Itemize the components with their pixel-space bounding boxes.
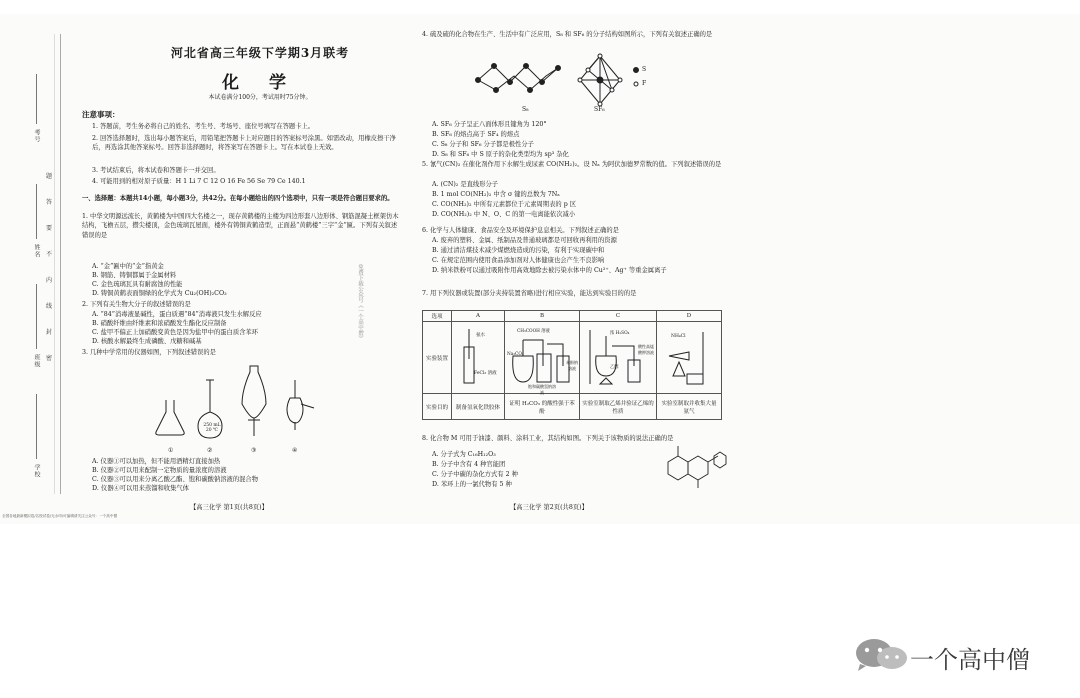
binding-line	[60, 34, 61, 494]
apparatus-cell-a	[452, 322, 505, 394]
exam-title: 河北省高三年级下学期3月联考	[170, 46, 350, 60]
apparatus-label-2: ②	[207, 447, 213, 454]
q1-option-a: A. “金”匾中的“金”指黄金	[92, 263, 164, 270]
q1-option-d: D. 铸铜黄鹤表面铜绿的化学式为 Cu₂(OH)₂CO₃	[92, 290, 227, 297]
notice-heading: 注意事项：	[82, 110, 120, 119]
seal-char: 题	[46, 173, 53, 180]
notice-3: 3. 考试结束后，将本试卷和答题卡一并交回。	[92, 167, 220, 174]
watermark-center: 免费下载公众号《一个高中僧》	[357, 264, 363, 341]
q1-option-c: C. 金色琉璃瓦具有耐腐蚀的性能	[92, 281, 183, 288]
purpose-cell: 实验室制取乙烯并验证乙烯的性质	[580, 394, 657, 420]
wechat-logo-icon	[852, 638, 912, 672]
table-header-cell: B	[505, 311, 580, 322]
blank-line	[36, 394, 37, 459]
notice-2: 2. 回答选择题时，选出每小题答案后，用铅笔把答题卡上对应题目的答案标号涂黑。如需改动，用橡皮擦干净后，再选涂其他答案标号。回答非选择题时，将答案写在答题卡上。写在本试卷上无效。	[92, 135, 396, 152]
page-footer-2: 【高三化学 第2页(共8页)】	[510, 504, 588, 511]
q6-option-a: A. 废弃的塑料、金属、纸制品及普通玻璃都是可回收再利用的资源	[432, 237, 617, 244]
notice-4: 4. 可能用到的相对原子质量：H 1 Li 7 C 12 O 16 Fe 56 Se 79 Ce 140.1	[92, 178, 306, 185]
bottom-note: 全国各地最新模拟卷/名校试卷/无水印/可编辑请关注公众号：一个高中僧	[2, 514, 118, 518]
q4-option-c: C. S₈ 分子和 SF₆ 分子都是极性分子	[432, 141, 534, 148]
q7-stem: 7. 用下列仪器或装置(部分夹持装置省略)进行相应实验，能达到实验目的的是	[422, 290, 637, 297]
seal-char: 封	[46, 329, 53, 336]
q1-option-b: B. 钢筋、铸铜都属于金属材料	[92, 272, 177, 279]
table-header-cell: C	[580, 311, 657, 322]
q5-option-a: A. (CN)₂ 是直线形分子	[432, 181, 499, 188]
apparatus-d-drawing	[659, 326, 719, 388]
q3-option-b: B. 仪器②可以用来配制一定物质的量浓度的溶液	[92, 467, 227, 474]
apparatus-figure	[150, 360, 320, 450]
flask-marking: 250 mL 20 ℃	[203, 423, 221, 433]
side-label-id: 考号	[33, 129, 40, 143]
label-c2: 浓 H₂SO₄	[610, 331, 630, 336]
label-b1: CH₃COOH 溶液	[517, 329, 550, 334]
legend-s-label: S	[642, 66, 647, 73]
label-b4: 苯酚钠溶液	[566, 360, 578, 371]
q2-stem: 2. 下列有关生物大分子的叙述错误的是	[82, 301, 191, 308]
exam-page-2	[410, 14, 745, 524]
q8-option-c: C. 分子中碳的杂化方式有 2 种	[432, 471, 518, 478]
q8-stem: 8. 化合物 M 可用于油漆、颜料、涂料工业，其结构如图。下列关于该物质的说法正确的是	[422, 435, 674, 442]
seal-char: 要	[46, 225, 53, 232]
apparatus-label-3: ③	[251, 447, 257, 454]
brand-watermark: 一个高中僧	[910, 646, 1030, 674]
table-row-apparatus	[423, 322, 722, 394]
table-row-purpose	[423, 394, 722, 420]
blank-line	[36, 74, 37, 124]
exam-sheet	[0, 14, 1080, 524]
purpose-cell: 证明 H₂CO₃ 的酸性强于苯酚	[505, 394, 580, 420]
seal-char: 密	[46, 355, 53, 362]
apparatus-label-4: ④	[292, 447, 298, 454]
subject-title: 化 学	[222, 73, 298, 93]
q6-option-b: B. 通过清洁煤技术减少煤燃烧造成的污染，有利于实现碳中和	[432, 247, 605, 254]
q3-option-c: C. 仪器③可以用来分离乙酸乙酯、饱和碳酸钠溶液的混合物	[92, 476, 259, 483]
apparatus-cell-d	[657, 322, 722, 394]
q4-option-d: D. S₈ 和 SF₆ 中 S 原子的杂化类型均为 sp³ 杂化	[432, 151, 569, 158]
side-label-school: 学校	[33, 464, 40, 478]
q2-option-a: A. “84”消毒液显碱性，蛋白质遇“84”消毒液只发生水解反应	[92, 311, 262, 318]
q5-option-c: C. CO(NH₂)₂ 中所有元素都位于元素周期表的 p 区	[432, 201, 577, 208]
table-header-cell: A	[452, 311, 505, 322]
table-header-cell: D	[657, 311, 722, 322]
q5-option-d: D. CO(NH₂)₂ 中 N、O、C 的第一电离能依次减小	[432, 211, 576, 218]
row-label: 实验目的	[423, 394, 452, 420]
q3-stem: 3. 几种中学常用的仪器如图，下列叙述错误的是	[82, 349, 216, 356]
conical-flask-shape	[156, 400, 184, 435]
label-a2: FeCl₃ 溶液	[474, 371, 497, 376]
apparatus-cell-b	[505, 322, 580, 394]
molecule-figure	[470, 52, 650, 112]
q3-option-d: D. 仪器④可以用来蒸馏和收集气体	[92, 485, 189, 492]
notice-1: 1. 答题前，考生务必将自己的姓名、考生号、考场号、座位号填写在答题卡上。	[92, 123, 315, 130]
side-label-class: 班级	[33, 354, 40, 368]
seal-char: 答	[46, 199, 53, 206]
table-header-cell: 选项	[423, 311, 452, 322]
row-label: 实验装置	[423, 322, 452, 394]
section-heading: 一、选择题：本题共14小题，每小题3分，共42分。在每小题给出的四个选项中，只有一项是符合题目要求的。	[82, 195, 394, 202]
purpose-cell: 实验室制取并收集大量氨气	[657, 394, 722, 420]
label-c1: 酸性高锰酸钾溶液	[638, 344, 654, 355]
legend-f-label: F	[642, 80, 647, 87]
page-footer-1: 【高三化学 第1页(共8页)】	[190, 504, 268, 511]
q6-stem: 6. 化学与人体健康、食品安全及环境保护息息相关。下列叙述正确的是	[422, 227, 619, 234]
s8-label: S₈	[522, 106, 529, 113]
label-b3: 饱和碳酸氢钠溶液	[528, 384, 556, 395]
q4-stem: 4. 硫及硫的化合物在生产、生活中有广泛应用，S₈ 和 SF₆ 的分子结构如图所示，下列有关叙述正确的是	[422, 31, 713, 38]
label-a1: 氨水	[476, 333, 485, 338]
q5-option-b: B. 1 mol CO(NH₂)₂ 中含 σ 键的总数为 7Nₐ	[432, 191, 560, 198]
q2-option-c: C. 盐甲不偏正上加硝酸变黄色是因为盐甲中的蛋白质含苯环	[92, 329, 259, 336]
exam-info: 本试卷满分100分，考试用时75分钟。	[208, 94, 312, 101]
q8-option-d: D. 苯环上的一氯代物有 5 种	[432, 481, 512, 488]
label-c3: 乙醇	[610, 365, 619, 370]
q6-option-c: C. 在规定范围内使用食品添加剂对人体健康也会产生不良影响	[432, 257, 605, 264]
apparatus-label-1: ①	[168, 447, 174, 454]
q2-option-d: D. 核酸水解最终生成磷酸、戊糖和碱基	[92, 338, 202, 345]
seal-char: 不	[46, 251, 53, 258]
seal-char: 内	[46, 277, 53, 284]
q1-stem: 1. 中华文明源远流长，黄鹤楼为中国四大名楼之一，现存黄鹤楼的主楼为四边形套八边形体、钢筋混凝土框架仿木结构，飞檐五层，攒尖楼顶，金色琉璃瓦屋面，楼外有铸铜黄鹤造型，正面悬“黄鹤楼”三字“金”匾。下列有关叙述错误的是	[82, 213, 399, 239]
q3-option-a: A. 仪器①可以加热，但不能用酒精灯直接加热	[92, 458, 221, 465]
apparatus-cell-c	[580, 322, 657, 394]
label-b2: Na₂CO₃	[507, 352, 524, 357]
q2-option-b: B. 硝酸纤维由纤维素和浓硝酸发生酯化反应制备	[92, 320, 227, 327]
seal-char: 线	[46, 303, 53, 310]
blank-line	[36, 284, 37, 349]
sf6-label: SF₆	[594, 106, 605, 113]
table-header-row	[423, 311, 722, 322]
q4-option-a: A. SF₆ 分子呈正八面体形且键角为 120°	[432, 121, 547, 128]
blank-line	[36, 184, 37, 239]
purpose-cell: 制备氢氧化铁胶体	[452, 394, 505, 420]
q4-option-b: B. SF₆ 的熔点高于 SF₄ 的熔点	[432, 131, 520, 138]
label-d1: NH₄Cl	[671, 334, 686, 339]
exam-page-1	[0, 14, 405, 524]
q8-option-a: A. 分子式为 C₁₆H₁₂O₃	[432, 451, 496, 458]
seal-notice	[46, 164, 56, 372]
q5-stem: 5. 氰气(CN)₂ 在催化剂作用下水解生成尿素 CO(NH₂)₂。设 Nₐ 为阿伏加德罗常数的值。下列叙述错误的是	[422, 161, 722, 168]
side-label-name: 姓名	[33, 244, 40, 258]
compound-m-structure	[658, 442, 728, 490]
q8-option-b: B. 分子中含有 4 种官能团	[432, 461, 506, 468]
q6-option-d: D. 纳米铁粉可以通过吸附作用高效地除去被污染水体中的 Cu²⁺、Ag⁺ 等重金属离子	[432, 267, 667, 274]
experiment-table	[422, 310, 722, 420]
